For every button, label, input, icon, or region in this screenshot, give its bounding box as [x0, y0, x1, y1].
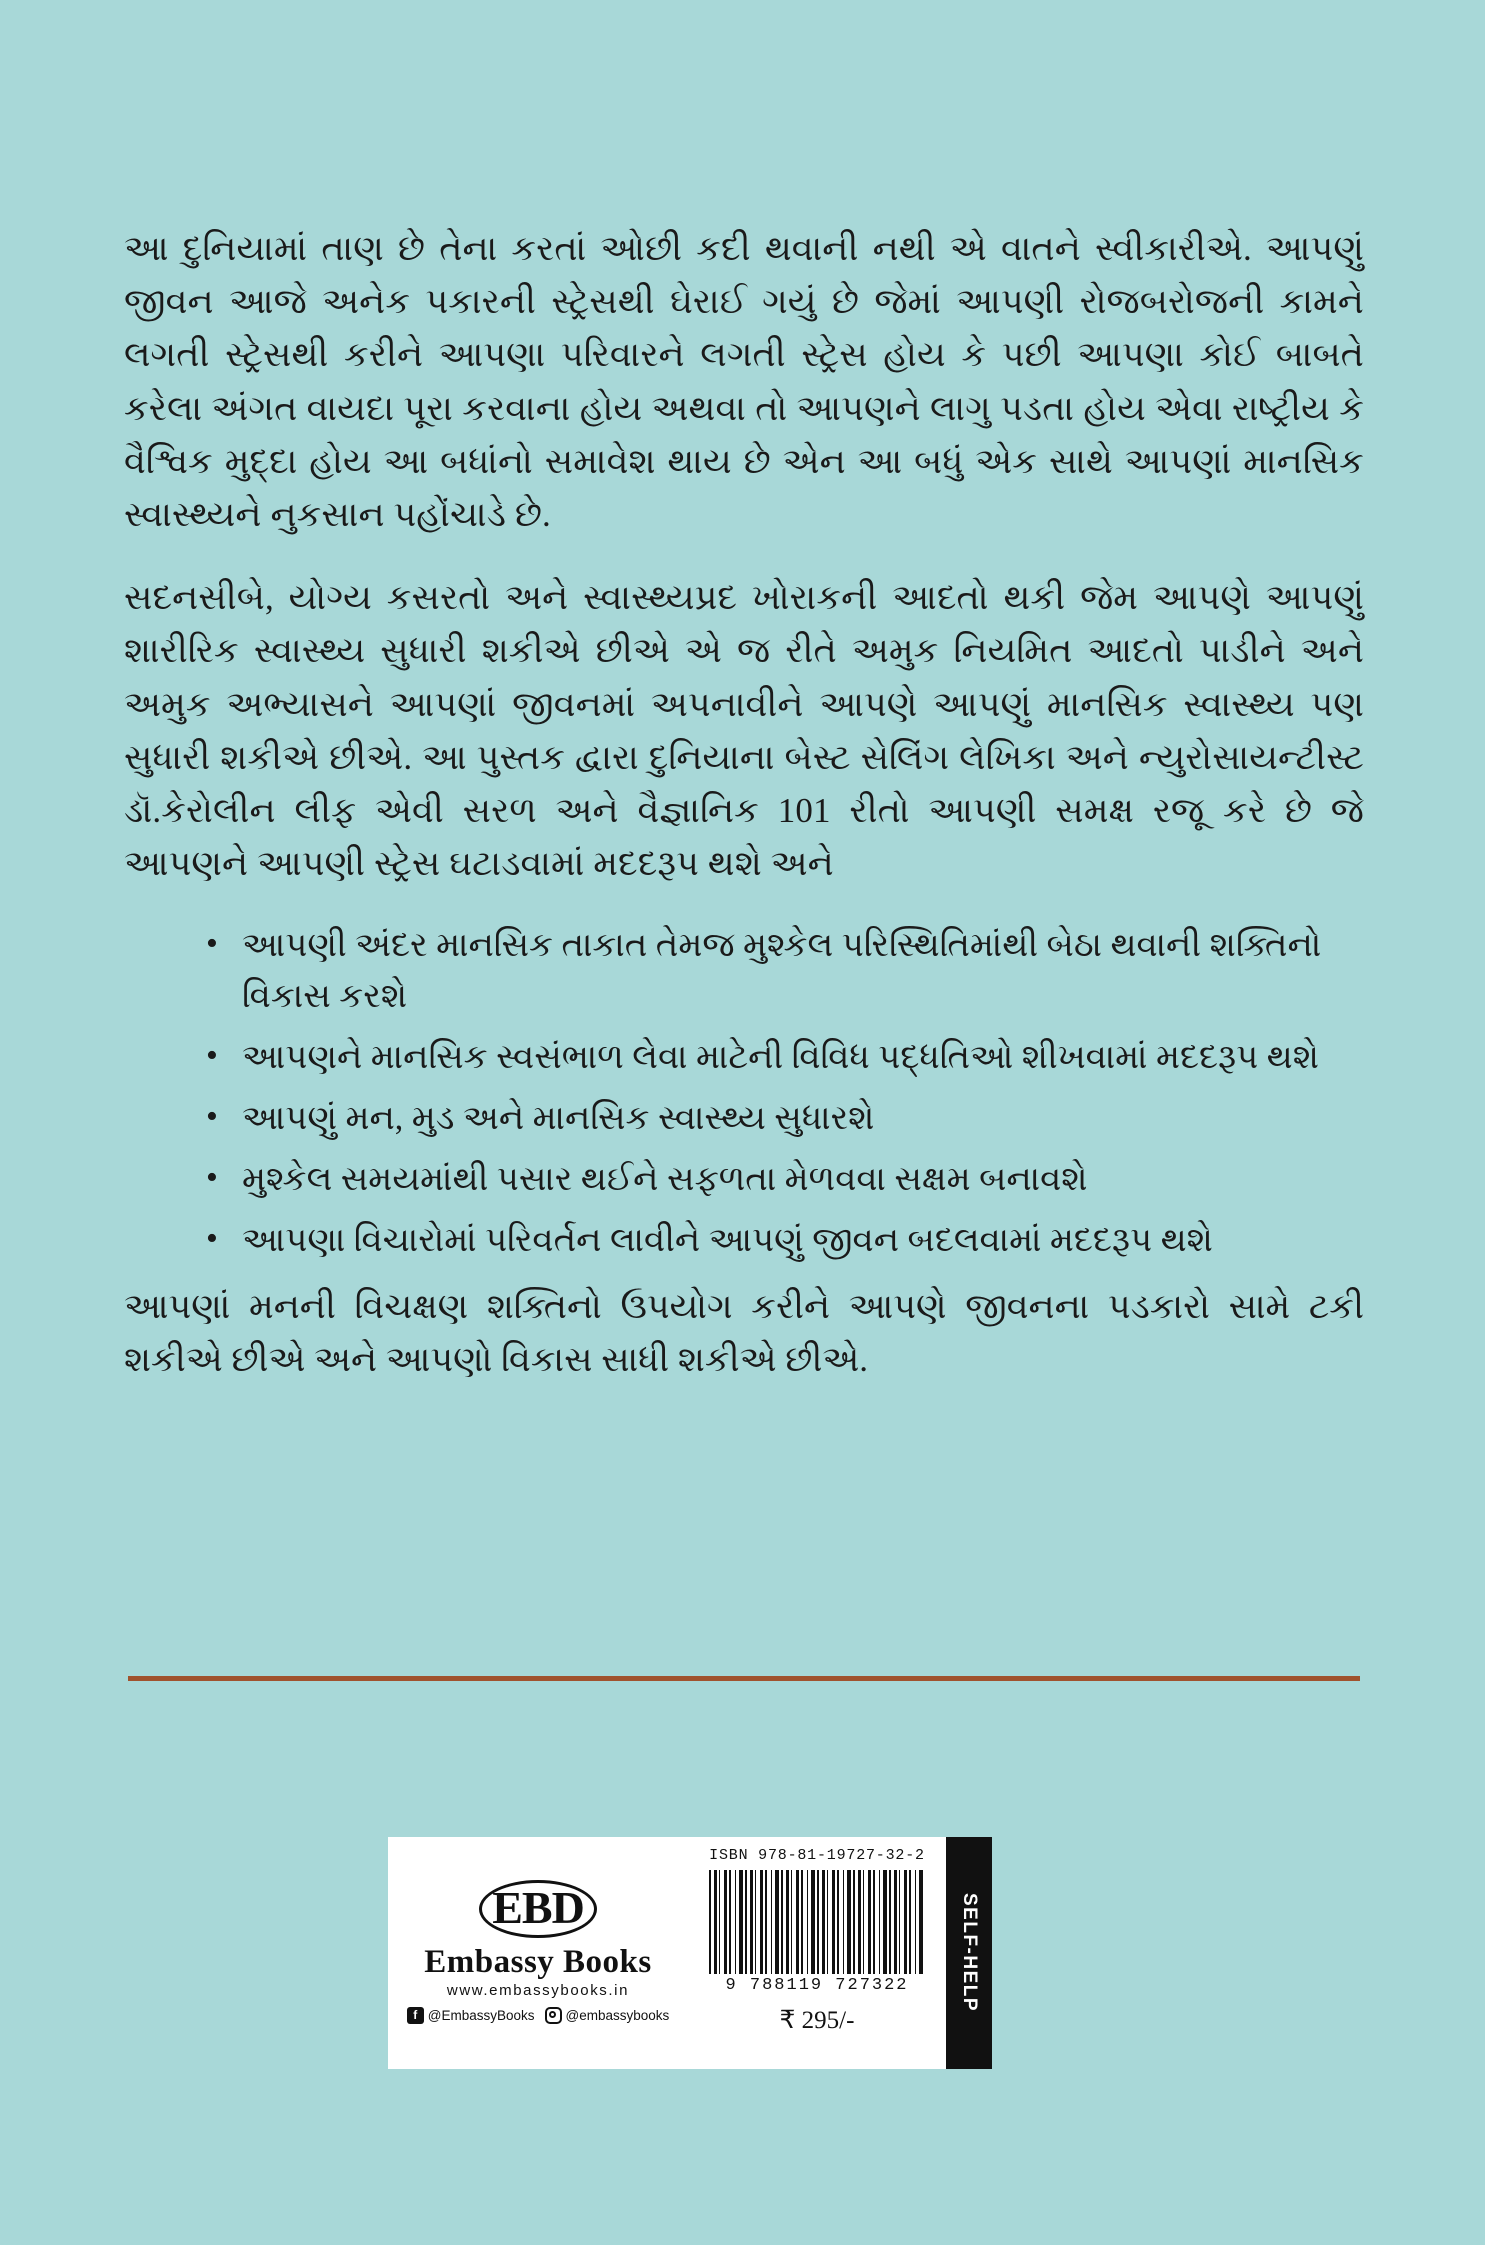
social-handles — [407, 2007, 670, 2024]
instagram-icon — [545, 2007, 562, 2024]
list-item: • આપણને માનસિક સ્વસંભાળ લેવા માટેની વિવિધ પદ્ધતિઓ શીખવામાં મદદરૂપ થશે — [202, 1032, 1364, 1083]
paragraph-two: સદનસીબે, યોગ્ય કસરતો અને સ્વાસ્થ્યપ્રદ ખોરાકની આદતો થકી જેમ આપણે આપણું શારીરિક સ્વાસ્થ્ય સુધારી શકીએ છીએ એ જ રીતે અમુક નિયમિત આદતો પાડીને અને અમુક અભ્યાસને આપણાં જીવનમાં અપનાવીને આપણે આપણું માનસિક સ્વાસ્થ્ય પણ સુધારી શકીએ છીએ. આ પુસ્તક દ્વારા દુનિયાના બેસ્ટ સેલિંગ લેખિકા અને ન્યુરોસાયન્ટીસ્ટ ડૉ.કેરોલીન લીફ એવી સરળ અને વૈજ્ઞાનિક 101 રીતો આપણી સમક્ષ રજૂ કરે છે જે આપણને આપણી સ્ટ્રેસ ઘટાડવામાં મદદરૂપ થશે અને — [124, 578, 1364, 884]
instagram-handle — [545, 2007, 670, 2024]
closing-paragraph: આપણાં મનની વિચક્ષણ શક્તિનો ઉપયોગ કરીને આપણે જીવનના પડકારો સામે ટકી શકીએ છીએ અને આપણો વિકાસ સાધી શકીએ છીએ. — [124, 1287, 1364, 1380]
publisher-logo-box — [388, 1837, 688, 2069]
barcode-digits: 9 788119 727322 — [725, 1976, 909, 1995]
list-item: • મુશ્કેલ સમયમાંથી પસાર થઈને સફળતા મેળવવા સક્ષમ બનાવશે — [202, 1154, 1364, 1205]
facebook-handle — [407, 2007, 535, 2024]
instagram-handle-label: @embassybooks — [565, 2008, 670, 2024]
category-strip — [946, 1837, 992, 2069]
ebd-monogram-icon: EBD — [479, 1880, 597, 1938]
facebook-icon: f — [407, 2007, 424, 2024]
benefits-list — [124, 920, 1364, 1266]
category-label: SELF-HELP — [959, 1893, 980, 2013]
barcode-icon — [709, 1870, 925, 1974]
footer-block — [388, 1837, 1028, 2069]
list-item: • આપણી અંદર માનસિક તાકાત તેમજ મુશ્કેલ પરિસ્થિતિમાંથી બેઠા થવાની શક્તિનો વિકાસ કરશે — [202, 920, 1364, 1022]
list-item: • આપણું મન, મુડ અને માનસિક સ્વાસ્થ્ય સુધારશે — [202, 1093, 1364, 1144]
barcode-box — [688, 1837, 946, 2069]
horizontal-divider — [128, 1676, 1360, 1681]
back-cover-text-block — [124, 222, 1364, 1387]
isbn-label: ISBN 978-81-19727-32-2 — [709, 1847, 925, 1864]
list-item: • આપણા વિચારોમાં પરિવર્તન લાવીને આપણું જીવન બદલવામાં મદદરૂપ થશે — [202, 1215, 1364, 1266]
price-label: ₹ 295/- — [779, 2007, 855, 2034]
publisher-website: www.embassybooks.in — [446, 1982, 630, 2000]
publisher-name: Embassy Books — [424, 1943, 652, 1980]
paragraph-one: આ દુનિયામાં તાણ છે તેના કરતાં ઓછી કદી થવાની નથી એ વાતને સ્વીકારીએ. આપણું જીવન આજે અનેક પકારની સ્ટ્રેસથી ઘેરાઈ ગયું છે જેમાં આપણી રોજબરોજની કામને લગતી સ્ટ્રેસથી કરીને આપણા પરિવારને લગતી સ્ટ્રેસ હોય કે પછી આપણા કોઈ બાબતે કરેલા અંગત વાયદા પૂરા કરવાના હોય અથવા તો આપણને લાગુ પડતા હોય એવા રાષ્ટ્રીય કે વૈશ્વિક મુદ્દા હોય આ બધાંનો સમાવેશ થાય છે એન આ બધું એક સાથે આપણાં માનસિક સ્વાસ્થ્યને નુકસાન પહોંચાડે છે. — [124, 229, 1364, 534]
facebook-handle-label: @EmbassyBooks — [427, 2008, 535, 2024]
